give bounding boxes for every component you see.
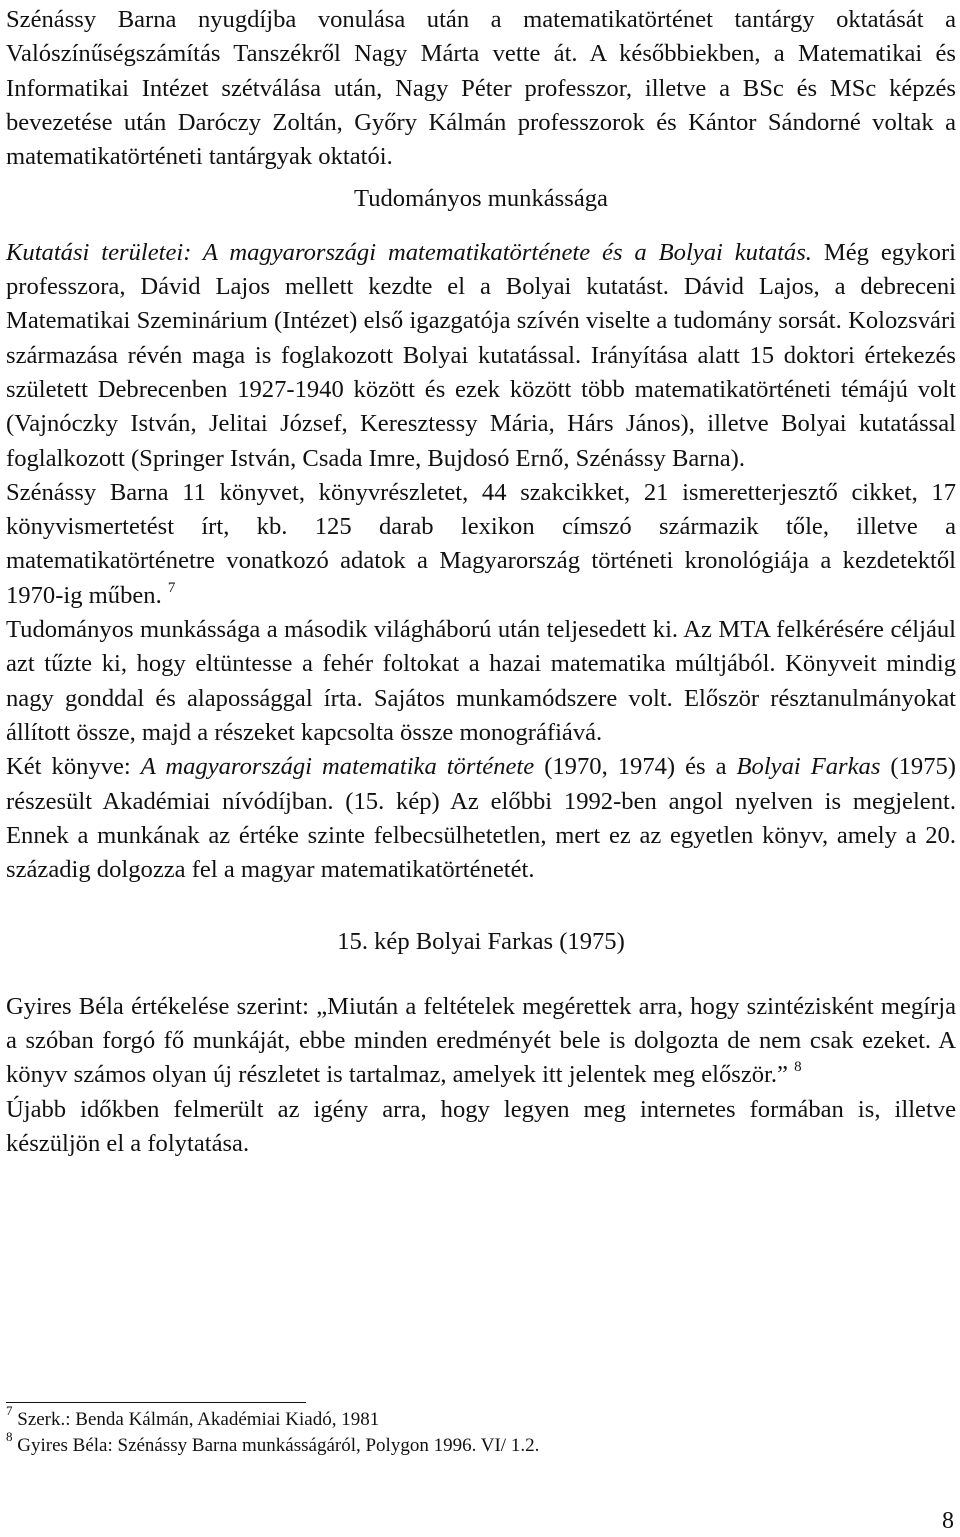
books-paragraph [6,476,956,613]
two-books-rest: (1975) részesült Akadémiai nívódíjban. (15. kép) Az előbbi 1992-ben angol nyelven is megjelent. Ennek a munkának az értéke szinte felbecsülhetetlen, mert ez az egyetlen könyv, amely a 20. századig dolgozza fel a magyar matematikatörténetét. [6,753,956,884]
research-paragraph [6,236,956,476]
book-title-history: A magyarországi matematika története [140,753,535,781]
footnote-ref-7[interactable]: 7 [167,579,176,596]
postwar-paragraph: Tudományos munkássága a második világháború után teljesedett ki. Az MTA felkérésére céljául azt tűzte ki, hogy eltüntesse a fehér foltokat a hazai matematika múltjából. Könyveit mindig nagy gonddal és alapossággal írta. Sajátos munkamódszere volt. Először résztanulmányokat állított össze, majd a részeket kapcsolta össze monográfiává. [6,616,956,746]
gyires-quote: Gyires Béla értékelése szerint: „Miután a feltételek megérettek arra, hogy szintézisként megírja a szóban forgó fő munkáját, ebbe minden eredményét bele is dolgozta de nem csak ezeket. A könyv számos olyan új részletet is tartalmaz, amelyek itt jelentek meg először.” [6,992,956,1089]
books-text: Szénássy Barna 11 könyvet, könyvrészletet, 44 szakcikket, 21 ismeretterjesztő cikket, 17 könyvismertetést írt, kb. 125 darab lexikon címszó származik tőle, illetve a matematikatörténetre vonatkozó adatok a Magyarország történeti kronológiája a kezdetektől 1970-ig műben. [6,478,956,609]
intro-paragraph: Szénássy Barna nyugdíjba vonulása után a matematikatörténet tantárgy oktatását a Valószínűségszámítás Tanszékről Nagy Márta vette át. A későbbiekben, a Matematikai és Informatikai Intézet szétválása után, Nagy Péter professzor, illetve a BSc és MSc képzés bevezetése után Daróczy Zoltán, Győry Kálmán professzorok és Kántor Sándorné voltak a matematikatörténeti tantárgyak oktatói. [6,6,956,171]
two-books-mid: (1970, 1974) és a [534,753,737,781]
book-title-bolyai: Bolyai Farkas [736,753,881,781]
gyires-paragraph [6,990,956,1093]
research-body: Még egykori professzora, Dávid Lajos mellett kezdte el a Bolyai kutatást. Dávid Lajos, a debreceni Matematikai Szeminárium (Intézet) első igazgatója szívén viselte a tudomány sorsát. Kolozsvári származása révén maga is foglakozott Bolyai kutatással. Irányítása alatt 15 doktori értekezés született Debrecenben 1927-1940 között és ezek között több matematikatörténeti témájú volt (Vajnóczky István, Jelitai József, Keresztessy Mária, Hárs János), illetve Bolyai kutatással foglalkozott (Springer István, Csada Imre, Bujdosó Ernő, Szénássy Barna). [6,238,956,472]
recent-paragraph: Újabb időkben felmerült az igény arra, hogy legyen meg internetes formában is, illetve készüljön el a folytatása. [6,1095,956,1157]
footnote-ref-8[interactable]: 8 [794,1059,802,1076]
two-books-lead: Két könyve: [6,753,141,781]
document-page [6,0,956,1456]
footnote-number: 8 [6,1428,13,1444]
figure-caption: 15. kép Bolyai Farkas (1975) [337,928,625,956]
footnotes [6,1402,956,1459]
footnote-8 [6,1428,956,1459]
section-heading: Tudományos munkássága [354,185,608,213]
research-areas-italic: Kutatási területei: A magyarországi matematikatörténete és a Bolyai kutatás. [6,238,812,266]
footnote-separator [6,1402,306,1403]
two-books-paragraph [6,750,956,887]
footnote-text: Szerk.: Benda Kálmán, Akadémiai Kiadó, 1981 [17,1409,380,1430]
footnote-text: Gyires Béla: Szénássy Barna munkásságáról, Polygon 1996. VI/ 1.2. [17,1435,540,1456]
page-number: 8 [942,1508,954,1534]
footnote-7 [6,1402,956,1433]
footnote-number: 7 [6,1402,13,1418]
